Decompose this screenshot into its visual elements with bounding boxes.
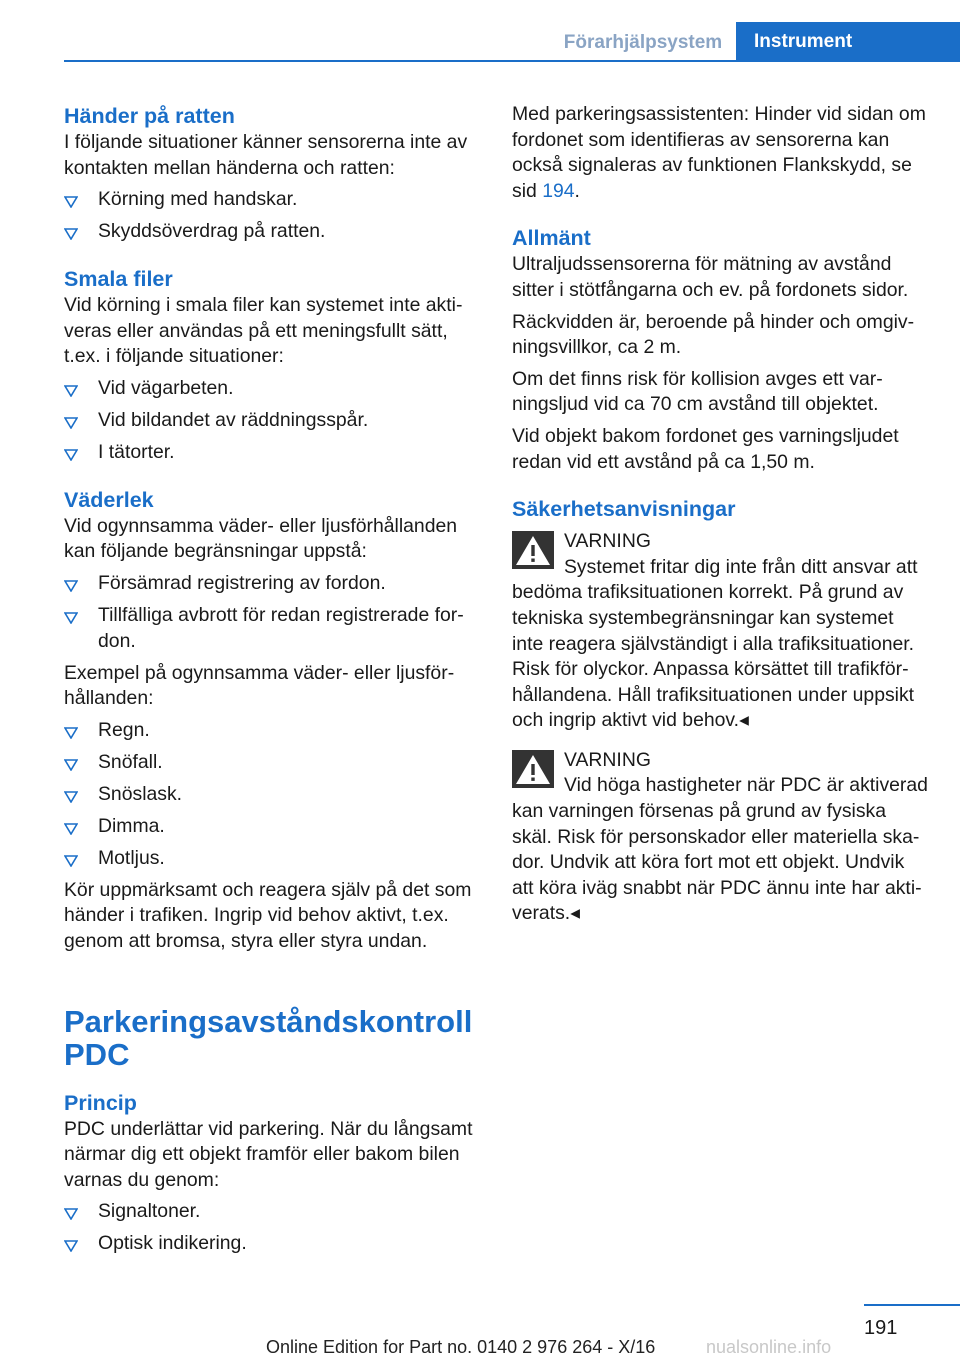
list-item <box>64 187 482 213</box>
warning-box <box>512 529 930 734</box>
triangle-bullet-icon <box>64 1231 86 1256</box>
list-item-text: Dimma. <box>98 814 165 837</box>
list-item <box>64 782 482 808</box>
list-item-text: I tätorter. <box>98 440 175 463</box>
list-item-text: Vid bildandet av räddningsspår. <box>98 408 369 431</box>
triangle-bullet-icon <box>64 782 86 807</box>
edition-note: Online Edition for Part no. 0140 2 976 264 - X/16 <box>266 1337 656 1357</box>
paragraph: I följande situationer känner sensorerna inte av kontakten mellan händerna och ratten: <box>64 131 468 179</box>
heading-weather: Väderlek <box>64 487 154 512</box>
paragraph: Ultraljudssensorerna för mätning av avstånd sitter i stötfångarna och ev. på fordonets sidor. <box>512 253 909 301</box>
list-item <box>64 440 482 466</box>
triangle-bullet-icon <box>64 750 86 775</box>
bullet-list <box>64 571 482 654</box>
chapter-title-line: Parkeringsavståndskontroll <box>64 1003 473 1039</box>
paragraph: Vid objekt bakom fordonet ges varningsljudet redan vid ett avstånd på ca 1,50 m. <box>512 424 899 473</box>
heading-narrow-lanes: Smala filer <box>64 267 173 292</box>
chapter-title <box>64 1005 482 1071</box>
list-item-text: Tillfälliga avbrott för redan registrerade fordon. <box>98 604 464 652</box>
warning-title: VARNING <box>564 748 651 771</box>
list-item-text: Optisk indikering. <box>98 1232 247 1255</box>
list-item-text: Vid vägarbeten. <box>98 376 234 399</box>
list-item-text: Snöslask. <box>98 782 183 805</box>
triangle-bullet-icon <box>64 603 86 628</box>
triangle-bullet-icon <box>64 846 86 871</box>
paragraph: Räckvidden är, beroende på hinder och omgivningsvillkor, ca 2 m. <box>512 310 915 359</box>
paragraph-text: . <box>574 179 580 202</box>
warning-triangle-icon <box>512 750 554 788</box>
paragraph-text: Med parkeringsassistenten: Hinder vid sidan om fordonet som identifieras av sensorerna kan också signaleras av funktionen Flankskydd, se sid <box>512 103 926 202</box>
watermark: nualsonline.info <box>706 1337 832 1357</box>
warning-title: VARNING <box>564 530 651 553</box>
triangle-bullet-icon <box>64 718 86 743</box>
triangle-bullet-icon <box>64 187 86 212</box>
list-item <box>64 603 482 654</box>
list-item <box>64 750 482 776</box>
heading-hands-on-wheel: Händer på ratten <box>64 104 235 128</box>
paragraph: Kör uppmärksamt och reagera själv på det som händer i trafiken. Ingrip vid behov aktivt, t.ex. genom att bromsa, styra eller styra undan. <box>64 878 472 952</box>
heading-safety-instructions: Säkerhetsanvisningar <box>512 497 736 522</box>
list-item <box>64 1199 482 1225</box>
page-number: 191 <box>864 1317 898 1339</box>
bullet-list <box>64 187 482 245</box>
list-item-text: Signaltoner. <box>98 1200 201 1223</box>
list-item-text: Körning med handskar. <box>98 188 298 211</box>
chapter-title-line: PDC <box>64 1036 130 1072</box>
list-item <box>64 846 482 872</box>
list-item-text: Snöfall. <box>98 750 163 773</box>
footer-rule <box>864 1304 960 1306</box>
paragraph: PDC underlättar vid parkering. När du långsamt närmar dig ett objekt framför eller bakom bilen varnas du genom: <box>64 1117 473 1191</box>
triangle-bullet-icon <box>64 814 86 839</box>
left-column <box>64 102 482 1263</box>
list-item <box>64 219 482 245</box>
warning-box <box>512 748 930 927</box>
header-section-label: Förarhjälpsystem <box>563 32 723 53</box>
header-rule <box>64 60 960 62</box>
list-item-text: Regn. <box>98 718 150 741</box>
triangle-bullet-icon <box>64 219 86 244</box>
list-item <box>64 408 482 434</box>
list-item <box>64 718 482 744</box>
paragraph: Om det finns risk för kollision avges ett varningsljud vid ca 70 cm avstånd till objektet. <box>512 367 883 416</box>
paragraph: Exempel på ogynnsamma väder- eller ljusförhållanden: <box>64 661 455 710</box>
paragraph: Vid körning i smala filer kan systemet inte aktiveras eller användas på ett meningsfullt sätt, t.ex. i följande situationer: <box>64 294 463 368</box>
triangle-bullet-icon <box>64 571 86 596</box>
warning-text: Vid höga hastigheter när PDC är aktiverad kan varningen försenas på grund av fysiska skäl. Risk för personskador eller materiella skador. Undvik att köra fort mot ett objekt. Undvik att köra iväg snabbt när PDC ännu inte har aktiverats.◂ <box>512 774 928 925</box>
triangle-bullet-icon <box>64 408 86 433</box>
warning-text: Systemet fritar dig inte från ditt ansvar att bedöma trafiksituationen korrekt. På grund av tekniska systembegränsningar kan systemet inte reagera självständigt i alla trafiksituationer. Risk för olyckor. Anpassa körsättet till trafikförhållandena. Håll trafiksituationen under uppsikt och ingrip aktivt vid behov.◂ <box>512 555 918 732</box>
list-item <box>64 571 482 597</box>
triangle-bullet-icon <box>64 1199 86 1224</box>
list-item <box>64 1231 482 1257</box>
bullet-list <box>64 376 482 466</box>
page-reference-link[interactable]: 194 <box>542 179 575 202</box>
bullet-list <box>64 1199 482 1257</box>
heading-principle: Princip <box>64 1090 137 1115</box>
page-header <box>0 0 960 62</box>
paragraph <box>512 102 930 204</box>
list-item-text: Motljus. <box>98 846 165 869</box>
bullet-list <box>64 718 482 872</box>
list-item-text: Försämrad registrering av fordon. <box>98 572 386 595</box>
header-chapter-label: Instrument <box>736 22 960 62</box>
paragraph: Vid ogynnsamma väder- eller ljusförhållanden kan följande begränsningar uppstå: <box>64 514 458 563</box>
list-item-text: Skyddsöverdrag på ratten. <box>98 220 326 243</box>
right-column <box>512 102 930 941</box>
warning-triangle-icon <box>512 531 554 569</box>
triangle-bullet-icon <box>64 376 86 401</box>
triangle-bullet-icon <box>64 440 86 465</box>
heading-general: Allmänt <box>512 226 591 251</box>
list-item <box>64 376 482 402</box>
list-item <box>64 814 482 840</box>
